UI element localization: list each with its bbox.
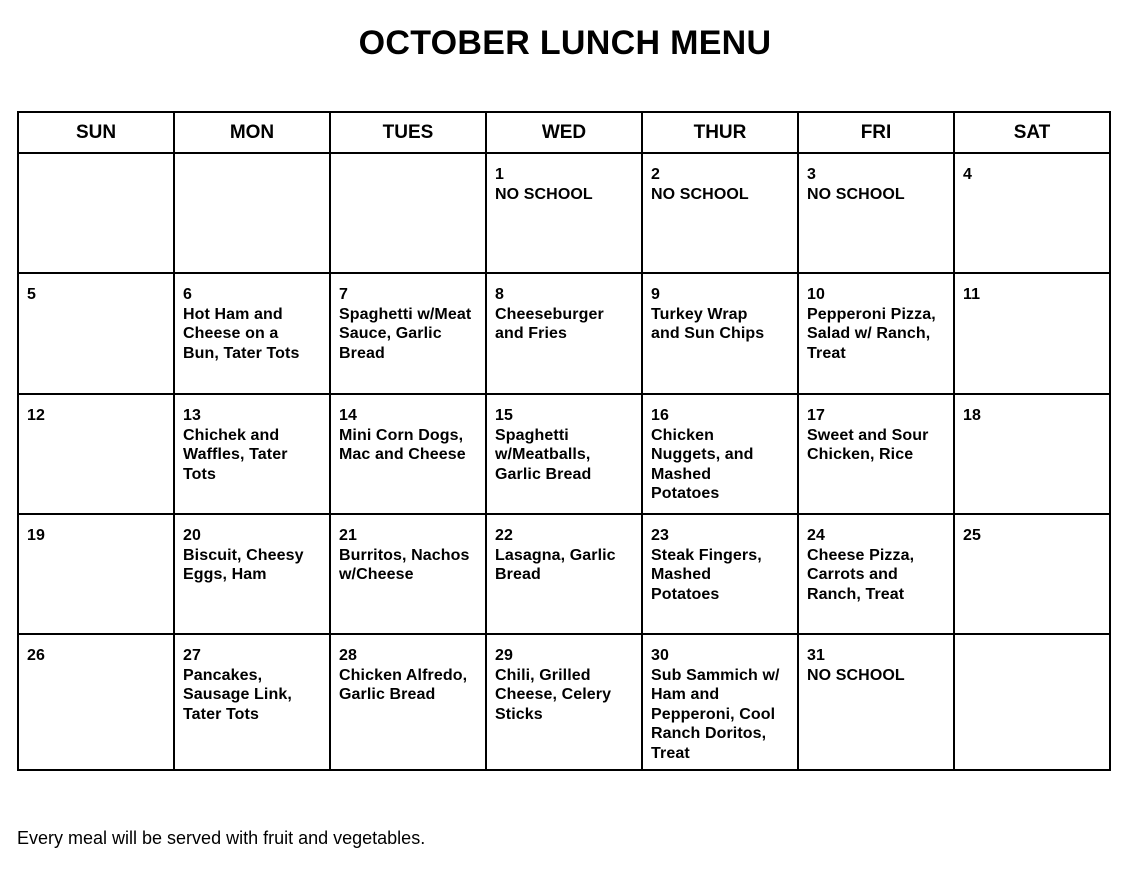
- day-cell: [330, 394, 486, 514]
- day-cell: [798, 273, 954, 394]
- day-number: 5: [27, 286, 36, 303]
- meal-text: Chili, Grilled Cheese, Celery Sticks: [495, 666, 612, 723]
- day-cell: [330, 273, 486, 394]
- meal-text: NO SCHOOL: [807, 666, 905, 684]
- meal-text: Pancakes, Sausage Link, Tater Tots: [183, 666, 292, 723]
- day-cell: [642, 514, 798, 634]
- day-cell: [642, 634, 798, 770]
- meal-text: NO SCHOOL: [651, 185, 749, 203]
- day-cell: [174, 153, 330, 273]
- meal-text: Cheese Pizza, Carrots and Ranch, Treat: [807, 546, 915, 603]
- day-cell: [174, 634, 330, 770]
- day-number: 19: [27, 527, 45, 544]
- header-mon: MON: [174, 112, 330, 153]
- meal-text: Biscuit, Cheesy Eggs, Ham: [183, 546, 304, 583]
- calendar-table: [17, 111, 1111, 771]
- day-cell: [642, 394, 798, 514]
- day-cell: [18, 273, 174, 394]
- day-cell: [330, 634, 486, 770]
- day-number: 14: [339, 407, 357, 424]
- day-cell: [174, 514, 330, 634]
- header-thur: THUR: [642, 112, 798, 153]
- day-cell: [486, 394, 642, 514]
- day-cell: [486, 634, 642, 770]
- week-row: [18, 394, 1110, 514]
- day-number: 6: [183, 286, 192, 303]
- day-cell: [486, 514, 642, 634]
- day-cell: [642, 153, 798, 273]
- meal-text: Chicken Alfredo, Garlic Bread: [339, 666, 468, 703]
- day-number: 10: [807, 286, 825, 303]
- meal-text: Spaghetti w/Meatballs, Garlic Bread: [495, 426, 592, 483]
- meal-text: Hot Ham and Cheese on a Bun, Tater Tots: [183, 305, 300, 362]
- day-number: 25: [963, 527, 981, 544]
- day-cell: [954, 273, 1110, 394]
- meal-text: Sweet and Sour Chicken, Rice: [807, 426, 929, 463]
- day-cell: [954, 153, 1110, 273]
- day-cell: [330, 514, 486, 634]
- day-cell: [330, 153, 486, 273]
- day-cell: [18, 153, 174, 273]
- meal-text: Burritos, Nachos w/Cheese: [339, 546, 470, 583]
- day-cell: [798, 153, 954, 273]
- day-cell: [18, 514, 174, 634]
- day-number: 20: [183, 527, 201, 544]
- meal-text: Sub Sammich w/ Ham and Pepperoni, Cool Ranch Doritos, Treat: [651, 666, 780, 762]
- day-cell: [798, 514, 954, 634]
- day-cell: [174, 273, 330, 394]
- day-number: 13: [183, 407, 201, 424]
- meal-text: Turkey Wrap and Sun Chips: [651, 305, 765, 342]
- week-row: [18, 514, 1110, 634]
- day-cell: [18, 394, 174, 514]
- day-number: 27: [183, 647, 201, 664]
- day-number: 9: [651, 286, 660, 303]
- day-number: 28: [339, 647, 357, 664]
- meal-text: Chichek and Waffles, Tater Tots: [183, 426, 288, 483]
- header-sat: SAT: [954, 112, 1110, 153]
- day-number: 11: [963, 286, 981, 303]
- header-wed: WED: [486, 112, 642, 153]
- day-number: 31: [807, 647, 825, 664]
- meal-text: Mini Corn Dogs, Mac and Cheese: [339, 426, 466, 463]
- week-row: [18, 634, 1110, 770]
- day-number: 18: [963, 407, 981, 424]
- week-row: [18, 153, 1110, 273]
- meal-text: Cheeseburger and Fries: [495, 305, 604, 342]
- day-number: 1: [495, 166, 504, 183]
- header-fri: FRI: [798, 112, 954, 153]
- day-number: 4: [963, 166, 972, 183]
- meal-text: NO SCHOOL: [807, 185, 905, 203]
- header-tues: TUES: [330, 112, 486, 153]
- day-number: 21: [339, 527, 357, 544]
- day-cell: [486, 153, 642, 273]
- day-cell: [954, 514, 1110, 634]
- day-number: 22: [495, 527, 513, 544]
- meal-text: Spaghetti w/Meat Sauce, Garlic Bread: [339, 305, 472, 362]
- day-cell: [954, 634, 1110, 770]
- day-number: 17: [807, 407, 825, 424]
- day-number: 12: [27, 407, 45, 424]
- day-cell: [486, 273, 642, 394]
- day-cell: [798, 634, 954, 770]
- meal-text: Lasagna, Garlic Bread: [495, 546, 616, 583]
- meal-text: Chicken Nuggets, and Mashed Potatoes: [651, 426, 754, 502]
- day-cell: [174, 394, 330, 514]
- day-cell: [954, 394, 1110, 514]
- day-number: 16: [651, 407, 669, 424]
- meal-text: Pepperoni Pizza, Salad w/ Ranch, Treat: [807, 305, 936, 362]
- day-number: 24: [807, 527, 825, 544]
- meal-text: NO SCHOOL: [495, 185, 593, 203]
- weekday-header-row: [18, 112, 1110, 153]
- day-number: 30: [651, 647, 669, 664]
- day-cell: [18, 634, 174, 770]
- meal-text: Steak Fingers, Mashed Potatoes: [651, 546, 762, 603]
- day-number: 7: [339, 286, 348, 303]
- day-number: 29: [495, 647, 513, 664]
- page-title: OCTOBER LUNCH MENU: [358, 24, 772, 62]
- week-row: [18, 273, 1110, 394]
- footer-note: Every meal will be served with fruit and vegetables.: [17, 828, 426, 848]
- day-number: 3: [807, 166, 816, 183]
- day-number: 23: [651, 527, 669, 544]
- day-number: 2: [651, 166, 660, 183]
- day-cell: [798, 394, 954, 514]
- header-sun: SUN: [18, 112, 174, 153]
- day-number: 26: [27, 647, 45, 664]
- day-number: 8: [495, 286, 504, 303]
- day-number: 15: [495, 407, 513, 424]
- day-cell: [642, 273, 798, 394]
